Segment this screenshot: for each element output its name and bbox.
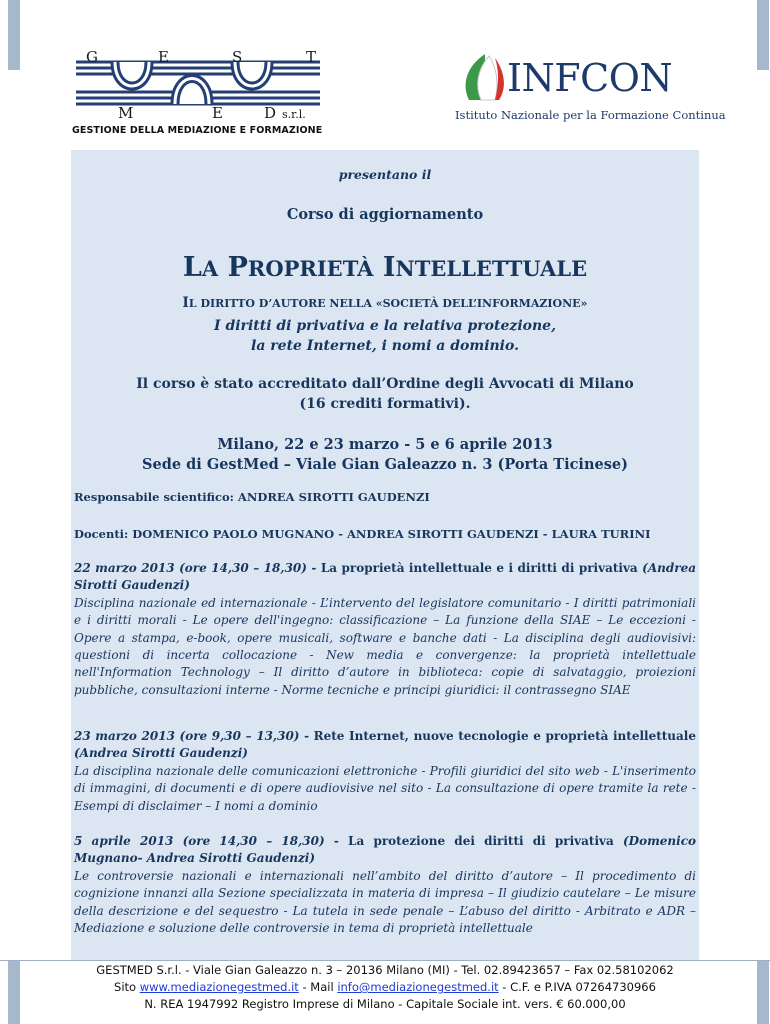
session-block: [74, 833, 696, 937]
footer-contacts: Sito www.mediazionegestmed.it - Mail info@mediazionegestmed.it - C.F. e P.IVA 07264730966: [114, 980, 656, 994]
footer-address: GESTMED S.r.l. - Viale Gian Galeazzo n. 3 – 20136 Milano (MI) - Tel. 02.89423657 – Fax 02.58102062: [96, 963, 674, 977]
session-date: 22 marzo 2013 (ore 14,30 – 18,30): [74, 561, 307, 575]
sail-icon: [455, 50, 511, 106]
session-date: 23 marzo 2013 (ore 9,30 – 13,30): [74, 729, 300, 743]
course-panel: [71, 150, 699, 960]
session-speaker: (Andrea Sirotti Gaudenzi): [74, 746, 248, 761]
logo-srl: s.r.l.: [282, 108, 306, 121]
session-topic: - Rete Internet, nuove tecnologie e proprietà intellettuale: [299, 729, 696, 743]
gestmed-caption: GESTIONE DELLA MEDIAZIONE E FORMAZIONE: [72, 125, 323, 136]
company-footer: [0, 962, 770, 1013]
footer-registry: N. REA 1947992 Registro Imprese di Milano - Capitale Sociale int. vers. € 60.000,00: [144, 997, 626, 1011]
lecturers: Docenti: DOMENICO PAOLO MUGNANO - ANDREA SIROTTI GAUDENZI - LAURA TURINI: [74, 527, 651, 541]
footer-divider: [0, 960, 770, 961]
logo-letter: G: [86, 48, 98, 66]
logo-letter: M: [118, 104, 134, 122]
presenting-text: presentano il: [338, 167, 432, 182]
session-topic: - La proprietà intellettuale e i diritti di privativa: [306, 561, 643, 575]
course-title: LA PROPRIETÀ INTELLETTUALE: [182, 252, 588, 283]
website-link[interactable]: www.mediazionegestmed.it: [139, 980, 299, 994]
session-speaker: (Andrea Sirotti Gaudenzi): [74, 561, 697, 593]
logo-letter: T: [306, 48, 317, 66]
scientific-lead: Responsabile scientifico: ANDREA SIROTTI GAUDENZI: [74, 490, 430, 504]
infcon-name: INFCON: [507, 56, 673, 100]
course-type: Corso di aggiornamento: [286, 206, 484, 223]
session-speaker: (Domenico Mugnano- Andrea Sirotti Gaudenzi): [74, 834, 696, 866]
course-tagline: I diritti di privativa e la relativa protezione, la rete Internet, i nomi a dominio.: [214, 318, 556, 354]
logo-letter: D: [264, 104, 277, 122]
infcon-subtitle: Istituto Nazionale per la Formazione Continua: [455, 108, 726, 122]
email-link[interactable]: info@mediazionegestmed.it: [337, 980, 499, 994]
course-dates-venue: Milano, 22 e 23 marzo - 5 e 6 aprile 2013 Sede di GestMed – Viale Gian Galeazzo n. 3 (Porta Ticinese): [142, 436, 628, 473]
session-description: Disciplina nazionale ed internazionale - L’intervento del legislatore comunitario - I diritti patrimoniali e i diritti morali - Le opere dell'ingegno: classificazione – La funzione della SIAE – Le eccezioni - Opere a stampa, e-book, opere musicali, software e banche dati - La disciplina degli audiovisivi: questioni di incerta collocazione - New media e convergenze: la proprietà intellettuale nell'Information Technology – Il diritto d’autore in biblioteca: copie di salvataggio, proiezioni pubbliche, consultazioni interne - Norme tecniche e principi giuridici: il contrassegno SIAE: [74, 595, 696, 697]
session-date: 5 aprile 2013 (ore 14,30 – 18,30): [74, 834, 325, 848]
session-description: Le controversie nazionali e internazionali nell’ambito del diritto d’autore – Il procedimento di cognizione innanzi alla Sezione specializzata in materia di impresa – Il giudizio cautelare – Le misure della descrizione e del sequestro - La tutela in sede penale – L’abuso del diritto - Arbitrato e ADR – Mediazione e soluzione delle controversie in tema di proprietà intellettuale: [74, 868, 696, 936]
course-subtitle: IL DIRITTO D’AUTORE NELLA «SOCIETÀ DELL’INFORMAZIONE»: [182, 295, 588, 311]
session-block: [74, 560, 696, 699]
accreditation-text: Il corso è stato accreditato dall’Ordine degli Avvocati di Milano (16 crediti formativi).: [136, 376, 634, 412]
session-block: [74, 728, 696, 815]
logo-letter: E: [212, 104, 223, 122]
session-topic: - La protezione dei diritti di privativa: [324, 834, 623, 848]
page-edge-bar: [8, 0, 20, 70]
logo-letter: E: [158, 48, 169, 66]
session-description: La disciplina nazionale delle comunicazioni elettroniche - Profili giuridici del sito web - L'inserimento di immagini, di documenti e di opere audiovisive nel sito - La consultazione di opere tramite la rete - Esempi di disclaimer – I nomi a dominio: [74, 763, 696, 813]
logo-letter: S: [232, 48, 243, 66]
page-edge-bar: [757, 0, 769, 70]
infcon-logo: [455, 50, 726, 128]
